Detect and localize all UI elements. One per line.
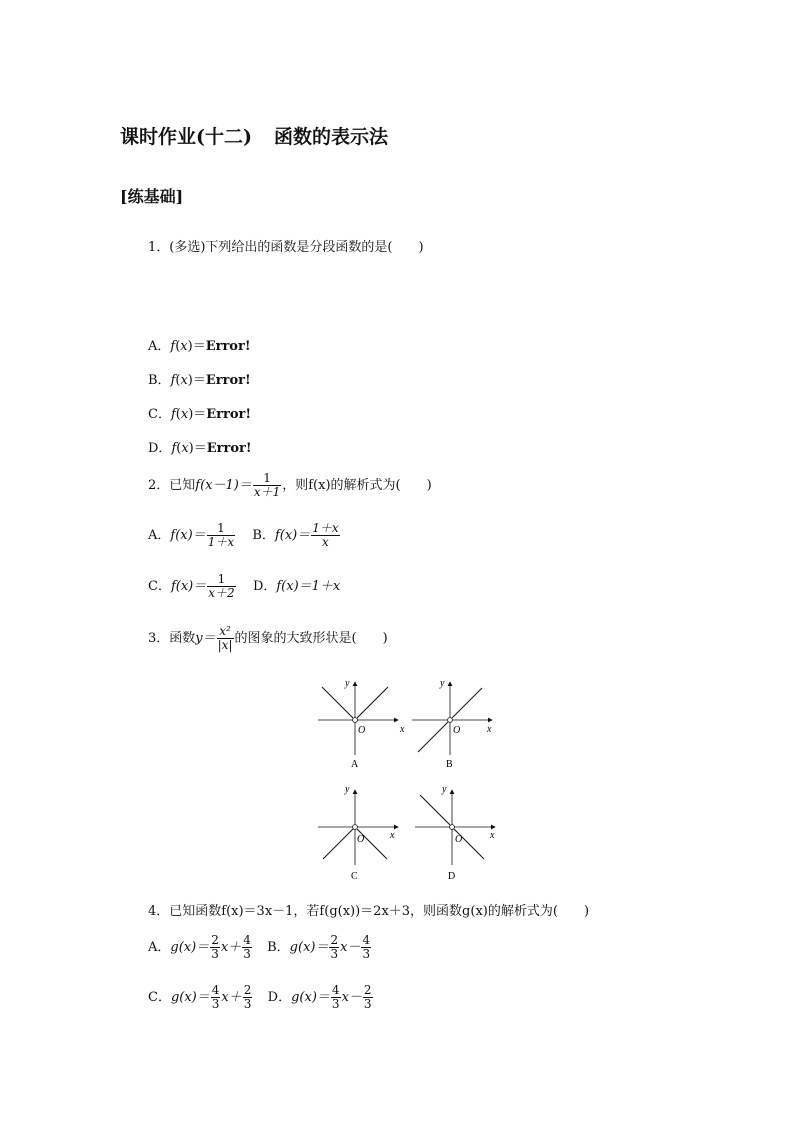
q1-option-a: A．f(x)＝Error!: [148, 339, 251, 354]
numerator: 1: [253, 472, 281, 486]
option-fraction: [242, 934, 252, 961]
option-label: B．: [148, 373, 171, 388]
open-circle: [448, 718, 453, 723]
option-label: C．: [148, 990, 171, 1005]
axis-y-label: y: [345, 678, 350, 689]
open-circle: [353, 718, 358, 723]
option-label: C．: [148, 407, 171, 422]
option-fraction: [361, 934, 371, 961]
axis-y-label: y: [345, 784, 350, 795]
q3-fraction: [217, 625, 234, 652]
option-value: f(x)＝1＋x: [276, 579, 341, 594]
var-x: x: [180, 339, 188, 354]
q1-option-c: C．f(x)＝Error!: [148, 407, 252, 422]
fx: f: [171, 441, 177, 456]
graph-d: [415, 784, 495, 882]
q3-head: 3．函数: [148, 631, 196, 646]
origin-label: O: [453, 725, 461, 736]
option-lhs: f(x)＝: [170, 528, 206, 543]
option-fraction: [329, 934, 339, 961]
denominator: 3: [331, 997, 340, 1011]
question-3-stem: [148, 625, 388, 652]
numerator: 4: [362, 933, 371, 947]
option-label: D．: [267, 990, 292, 1005]
q2-options-cd: [148, 573, 340, 600]
open-circle: [450, 825, 455, 830]
graph-label: B: [446, 759, 453, 770]
denominator: 3: [330, 947, 339, 961]
eq: )＝: [188, 441, 207, 456]
option-lhs: f(x)＝: [274, 528, 311, 543]
title-sub: 函数的表示法: [273, 126, 388, 148]
q3-close: ): [382, 631, 388, 646]
option-label: A．: [148, 940, 171, 955]
option-label: C．: [148, 579, 171, 594]
option-mid: x－: [340, 940, 361, 955]
error-text: Error!: [206, 407, 252, 422]
option-label: A．: [148, 339, 171, 354]
q4-options-cd: [148, 984, 374, 1011]
origin-label: O: [357, 834, 365, 845]
denominator: |x|: [217, 638, 233, 652]
fx: f: [170, 373, 176, 388]
q4-options-ab: [148, 934, 372, 961]
axis-x-label: x: [490, 830, 495, 841]
option-fraction: [331, 984, 341, 1011]
numerator: 2: [243, 983, 252, 997]
numerator: 2: [330, 933, 339, 947]
denominator: x＋2: [208, 586, 235, 600]
var-x: x: [180, 373, 188, 388]
question-2-stem: [148, 472, 432, 499]
option-fraction: [243, 984, 253, 1011]
graph-b: [412, 678, 492, 770]
error-text: Error!: [206, 441, 252, 456]
option-fraction: [207, 573, 235, 600]
denominator: x: [322, 535, 329, 549]
fx: f: [170, 407, 176, 422]
axis-x-label: x: [400, 724, 405, 735]
denominator: x＋1: [253, 485, 281, 499]
graph-label: A: [351, 759, 359, 770]
q1-stem-text: 1．(多选)下列给出的函数是分段函数的是(: [148, 240, 393, 255]
numerator: 1: [207, 573, 235, 587]
q3-tail: 的图象的大致形状是(: [234, 631, 357, 646]
eq: )＝: [188, 407, 207, 422]
option-lhs: g(x)＝: [289, 940, 329, 955]
numerator: 4: [243, 933, 251, 947]
axis-x-label: x: [487, 724, 492, 735]
var-x: x: [180, 407, 189, 422]
option-lhs: g(x)＝: [291, 990, 330, 1005]
option-lhs: g(x)＝: [170, 990, 210, 1005]
section-heading: [练基础]: [120, 187, 184, 206]
axis-x-label: x: [390, 830, 395, 841]
denominator: 3: [243, 997, 252, 1011]
option-mid: x－: [341, 990, 362, 1005]
axis-y-label: y: [442, 784, 447, 795]
denominator: 3: [211, 947, 219, 961]
graph-c: [318, 784, 398, 882]
axis-y-label: y: [440, 678, 445, 689]
open-circle: [353, 825, 358, 830]
error-text: Error!: [205, 373, 251, 388]
numerator: 2: [363, 983, 372, 997]
graph-label: D: [448, 871, 456, 882]
question-4-stem: [148, 900, 589, 919]
option-fraction: [210, 934, 220, 961]
q4-close: ): [583, 904, 590, 919]
denominator: 1＋x: [207, 535, 235, 549]
numerator: 1: [207, 522, 235, 536]
graph-label: C: [351, 871, 358, 882]
option-label: D．: [252, 579, 277, 594]
q2-options-ab: [148, 522, 341, 549]
q1-option-b: B．f(x)＝Error!: [148, 373, 251, 388]
q1-close: ): [418, 240, 424, 255]
option-mid: x＋: [221, 990, 242, 1005]
denominator: 3: [362, 947, 371, 961]
q2-close: ): [426, 478, 432, 493]
option-fraction: [207, 522, 235, 549]
q2-fraction: [253, 472, 281, 499]
q4-stem-text: 4．已知函数f(x)＝3x－1，若f(g(x))＝2x＋3，则函数g(x)的解析式为(: [148, 904, 558, 919]
option-lhs: g(x)＝: [170, 940, 210, 955]
option-label: B．: [267, 940, 290, 955]
q2-head: 2．已知: [148, 478, 196, 493]
numerator: 2: [211, 933, 219, 947]
q1-option-d: D．f(x)＝Error!: [148, 441, 252, 456]
denominator: 3: [363, 997, 372, 1011]
title-main: 课时作业(十二): [120, 126, 252, 148]
option-fraction: [363, 984, 373, 1011]
q2-lhs: f(x－1)＝: [195, 478, 252, 493]
eq: )＝: [187, 373, 206, 388]
origin-label: O: [358, 725, 366, 736]
denominator: 3: [211, 997, 220, 1011]
origin-label: O: [455, 834, 463, 845]
eq: )＝: [187, 339, 206, 354]
var-x: x: [181, 441, 189, 456]
error-text: Error!: [205, 339, 251, 354]
numerator: 4: [211, 983, 220, 997]
numerator: 1＋x: [312, 521, 339, 535]
option-label: B．: [252, 528, 275, 543]
option-lhs: f(x)＝: [170, 579, 207, 594]
numerator: 4: [331, 983, 340, 997]
denominator: 3: [243, 947, 251, 961]
option-fraction: [311, 522, 339, 549]
option-mid: x＋: [220, 940, 242, 955]
page-title: [120, 122, 388, 149]
option-fraction: [211, 984, 221, 1011]
q2-tail: ，则f(x)的解析式为(: [282, 478, 401, 493]
question-1-stem: [148, 236, 424, 255]
q3-y: y＝: [195, 631, 216, 646]
graph-a: [318, 678, 405, 770]
q3-graphs: [300, 670, 510, 888]
option-label: A．: [148, 528, 171, 543]
fx: f: [170, 339, 176, 354]
option-label: D．: [148, 441, 172, 456]
numerator: x²: [217, 625, 234, 639]
